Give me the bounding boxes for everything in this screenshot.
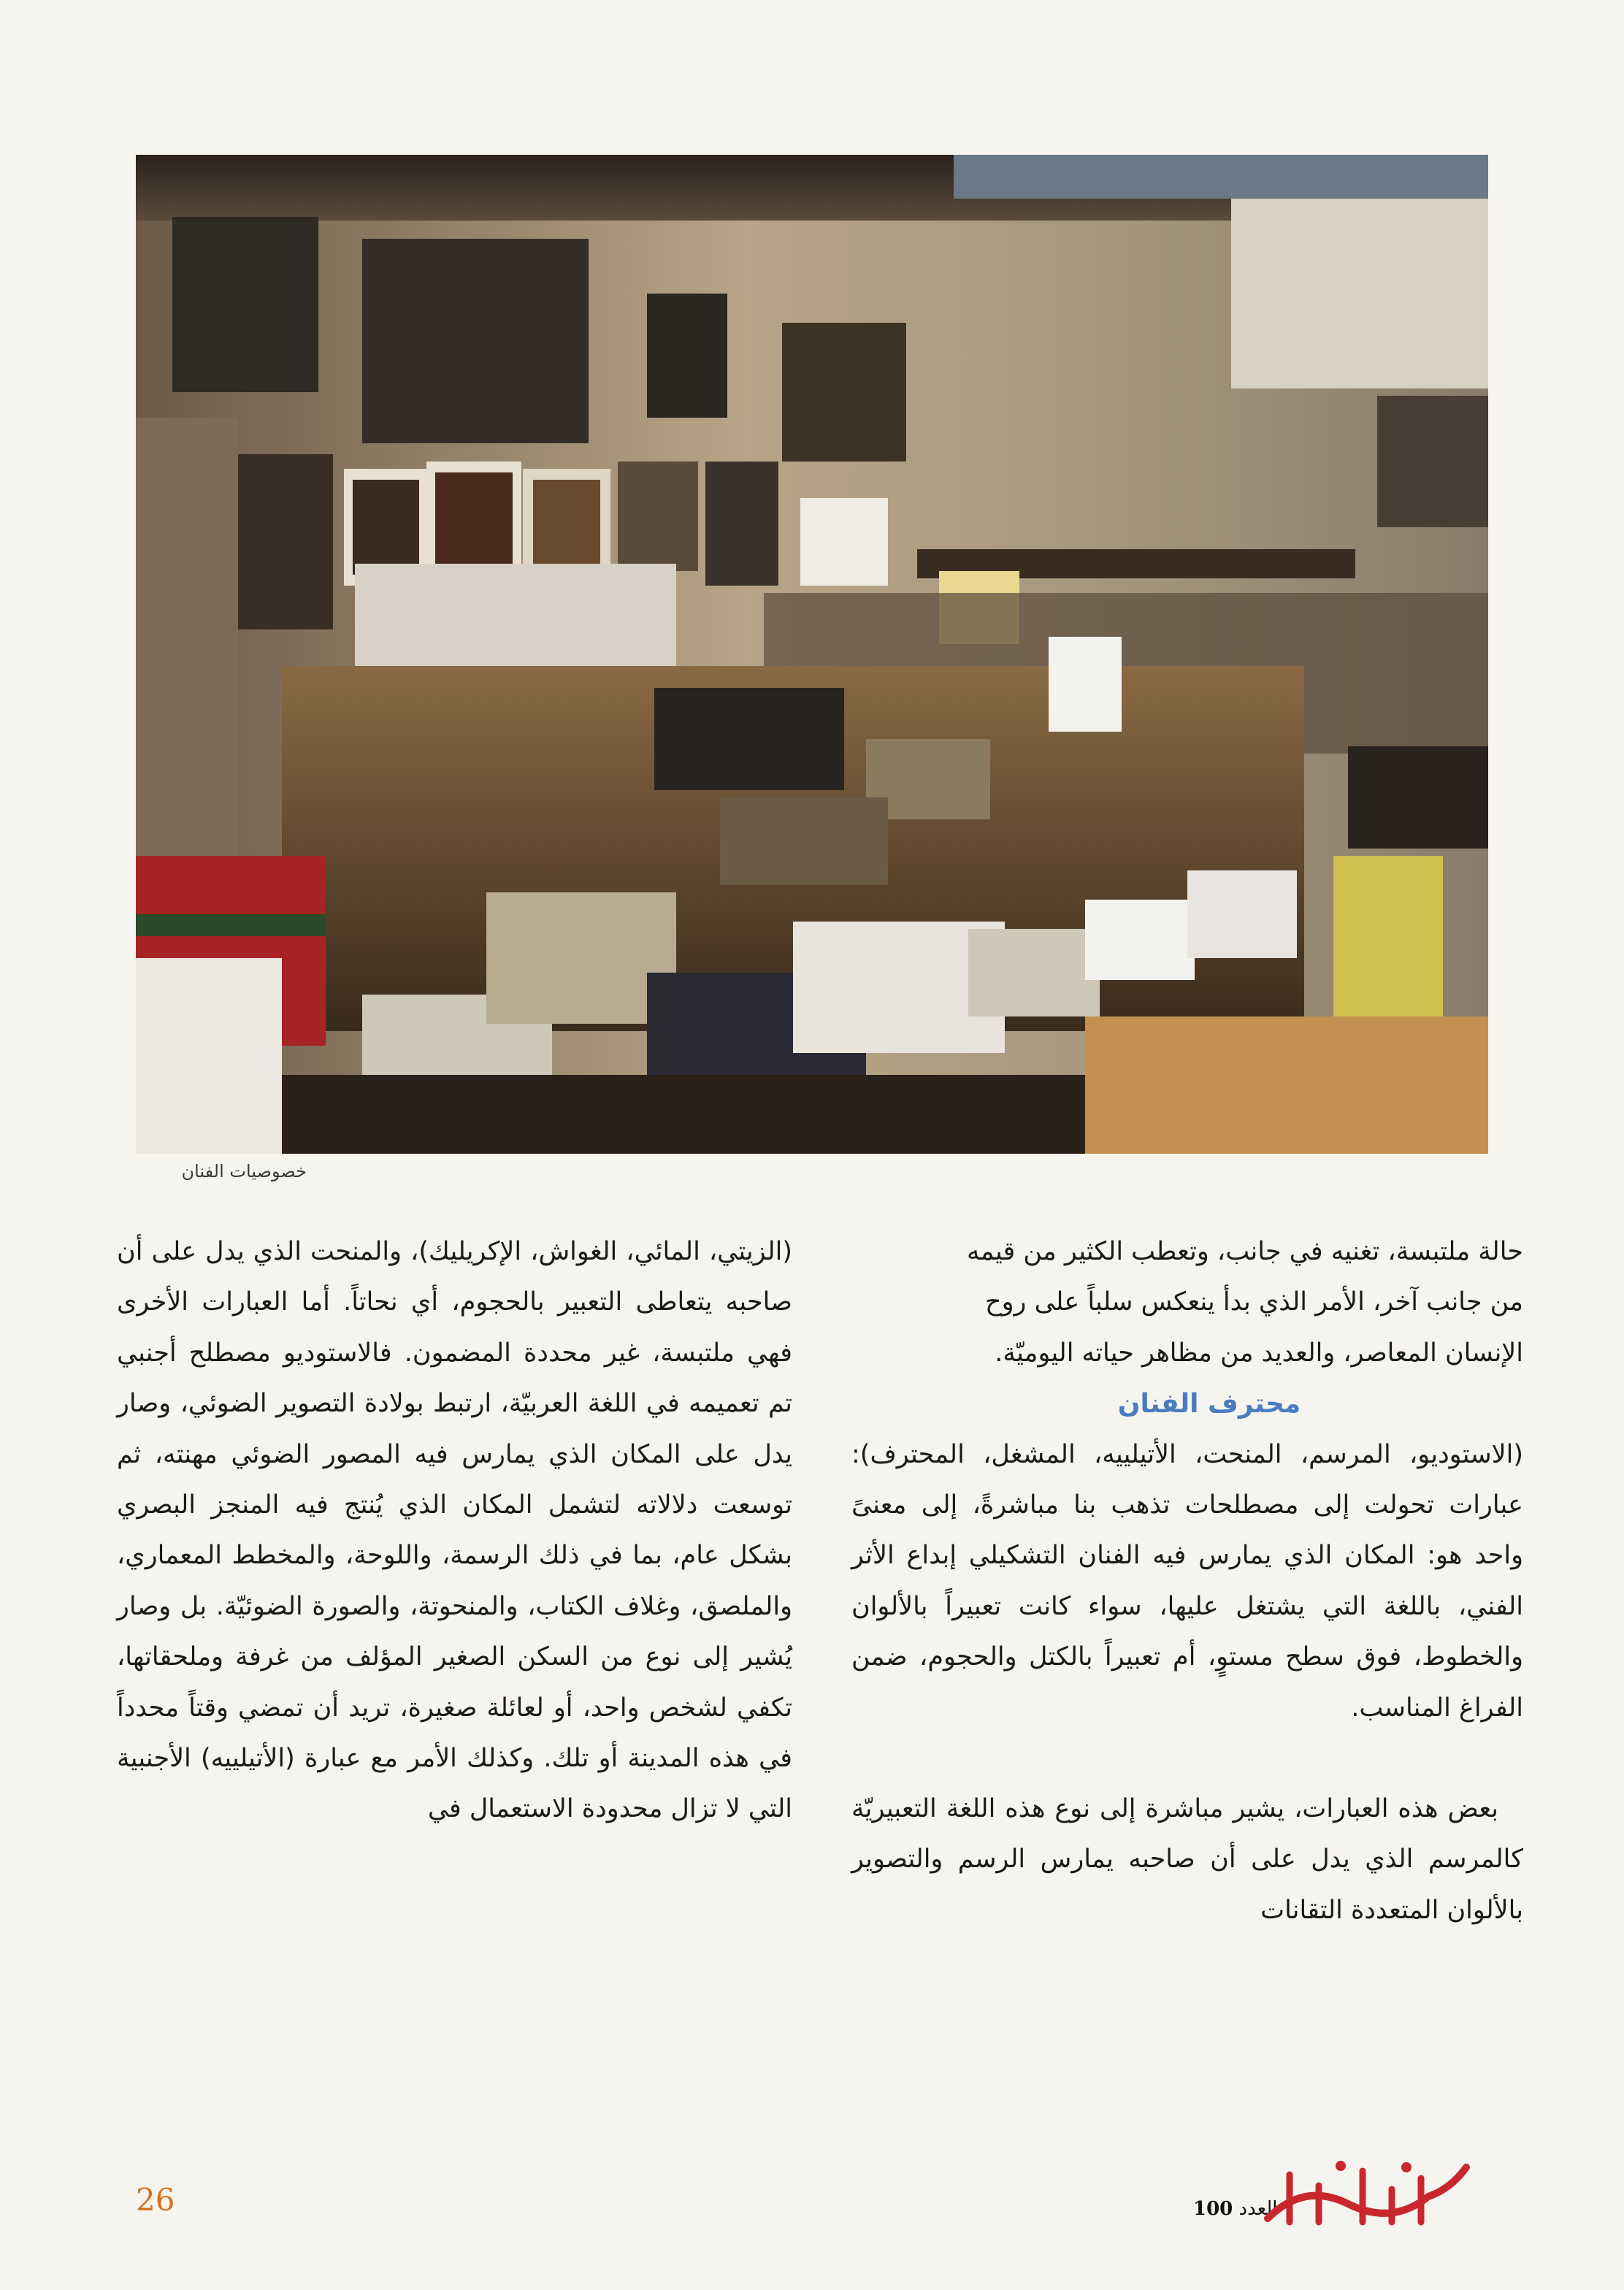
section-heading: محترف الفنان: [1117, 1389, 1301, 1420]
intro-line: من جانب آخر، الأمر الذي بدأ ينعكس سلباً على روح: [985, 1287, 1523, 1317]
issue-number: 100: [1193, 2198, 1233, 2220]
intro-line: حالة ملتبسة، تغنيه في جانب، وتعطب الكثير من قيمه: [966, 1237, 1523, 1266]
paragraph: (الاستوديو، المرسم، المنحت، الأتيلييه، المشغل، المحترف): عبارات تحولت إلى مصطلحات تذهب بنا مباشرةً، إلى معنىً واحد هو: المكان الذي يمارس فيه الفنان التشكيلي إبداع الأثر الفني، باللغة التي يشتغل عليها، سواء كانت تعبيراً بالألوان والخطوط، فوق سطح مستوٍ، أم تعبيراً بالكتل والحجوم، ضمن الفراغ المناسب.: [851, 1439, 1523, 1723]
paragraph: (الزيتي، المائي، الغواش، الإكريليك)، والمنحت الذي يدل على أن صاحبه يتعاطى التعبير بالحجوم، أي نحاتاً. أما العبارات الأخرى فهي ملتبسة، غير محددة المضمون. فالاستوديو مصطلح أجنبي تم تعميمه في اللغة العربيّة، ارتبط بولادة التصوير الضوئي، وصار يدل على المكان الذي يمارس فيه المصور الضوئي مهنته، ثم توسعت دلالاته لتشمل المكان الذي يُنتج فيه المنجز البصري بشكل عام، بما في ذلك الرسمة، واللوحة، والمخطط المعماري، والملصق، وغلاف الكتاب، والمنحوتة، والصورة الضوئيّة. بل وصار يُشير إلى نوع من السكن الصغير المؤلف من غرفة وملحقاتها، تكفي لشخص واحد، أو لعائلة صغيرة، تريد أن تمضي وقتاً محدداً في هذه المدينة أو تلك. وكذلك الأمر مع عبارة (الأتيلييه) الأجنبية التي لا تزال محدودة الاستعمال في: [117, 1237, 792, 1824]
intro-line: الإنسان المعاصر، والعديد من مظاهر حياته اليوميّة.: [995, 1338, 1523, 1368]
article-column-left: [117, 1227, 792, 1835]
paragraph-gap: [851, 1734, 1523, 1784]
magazine-logo: [1260, 2153, 1474, 2233]
photo-caption: خصوصيات الفنان: [181, 1161, 307, 1182]
artist-studio-photo: [136, 155, 1488, 1154]
magazine-logo-icon: [1260, 2153, 1474, 2233]
page-number: 26: [136, 2182, 175, 2218]
studio-photo: [136, 155, 1488, 1154]
issue-word: العدد: [1238, 2198, 1278, 2220]
article-column-right: [851, 1227, 1523, 1936]
paragraph: بعض هذه العبارات، يشير مباشرة إلى نوع هذه اللغة التعبيريّة كالمرسم الذي يدل على أن صاحبه يمارس الرسم والتصوير بالألوان المتعددة التقانات: [851, 1794, 1523, 1925]
